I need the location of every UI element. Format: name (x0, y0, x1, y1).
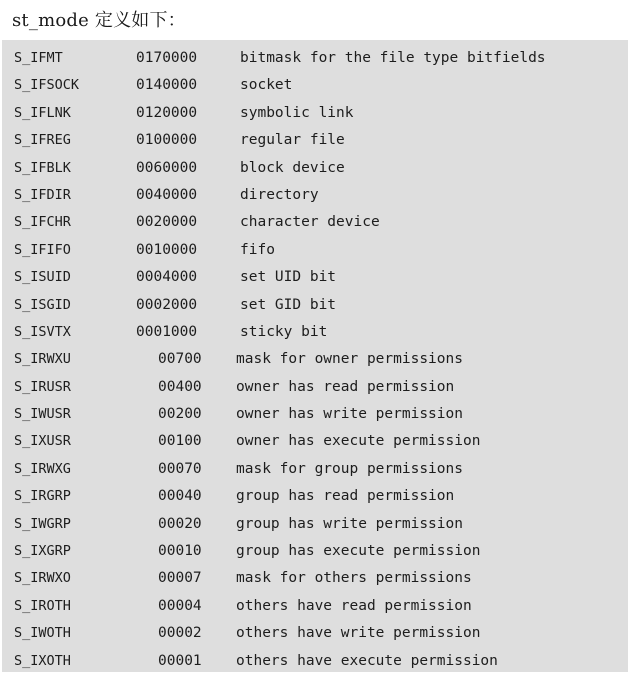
constant-name: S_ISGID (14, 296, 71, 313)
octal-value: 0170000 (136, 50, 198, 66)
constant-name: S_IFBLK (14, 159, 71, 176)
table-row (2, 72, 628, 99)
table-row (2, 620, 628, 647)
octal-value: 0004000 (136, 269, 198, 286)
octal-value: 0020000 (136, 214, 198, 231)
table-row (2, 456, 628, 483)
description: directory (240, 186, 319, 203)
constant-name: S_ISUID (14, 269, 71, 286)
constant-name: S_ISVTX (14, 323, 71, 340)
constant-name: S_IRWXG (14, 460, 71, 477)
table-row (2, 401, 628, 428)
constant-name: S_IRWXO (14, 570, 71, 587)
constant-name: S_IXGRP (14, 543, 71, 560)
constant-name: S_IFMT (14, 50, 63, 66)
table-row (2, 292, 628, 319)
description: mask for owner permissions (236, 351, 463, 368)
description: mask for others permissions (236, 570, 472, 587)
octal-value: 00020 (158, 515, 202, 532)
constant-name: S_IFLNK (14, 104, 71, 121)
table-row (2, 648, 628, 675)
table-row (2, 127, 628, 154)
table-row (2, 428, 628, 455)
table-row (2, 100, 628, 127)
constant-name: S_IXUSR (14, 433, 71, 450)
description: owner has execute permission (236, 433, 481, 450)
constant-name: S_IFDIR (14, 186, 71, 203)
constant-name: S_IRGRP (14, 488, 71, 505)
page-heading: st_mode 定义如下： (12, 10, 186, 31)
octal-value: 0001000 (136, 323, 198, 340)
table-row (2, 593, 628, 620)
constant-name: S_IRWXU (14, 351, 71, 368)
table-row (2, 511, 628, 538)
octal-value: 00100 (158, 433, 202, 450)
constant-name: S_IXOTH (14, 652, 71, 669)
octal-value: 00002 (158, 625, 202, 642)
octal-value: 00007 (158, 570, 202, 587)
octal-value: 0120000 (136, 104, 198, 121)
description: symbolic link (240, 104, 354, 121)
constant-name: S_IWGRP (14, 515, 71, 532)
octal-value: 00040 (158, 488, 202, 505)
constant-name: S_IFCHR (14, 214, 71, 231)
constant-name: S_IWUSR (14, 406, 71, 423)
description: owner has write permission (236, 406, 463, 423)
table-row (2, 209, 628, 236)
description: mask for group permissions (236, 460, 463, 477)
octal-value: 00001 (158, 652, 202, 669)
constant-name: S_IWOTH (14, 625, 71, 642)
octal-value: 00010 (158, 543, 202, 560)
table-row (2, 45, 628, 72)
st-mode-table (2, 40, 628, 672)
table-row (2, 374, 628, 401)
table-row (2, 565, 628, 592)
constant-name: S_IRUSR (14, 378, 71, 395)
description: group has read permission (236, 488, 455, 505)
description: others have read permission (236, 597, 472, 614)
octal-value: 0140000 (136, 77, 198, 94)
description: others have write permission (236, 625, 481, 642)
table-row (2, 155, 628, 182)
octal-value: 00200 (158, 406, 202, 423)
table-row (2, 237, 628, 264)
constant-name: S_IFSOCK (14, 77, 80, 94)
description: group has execute permission (236, 543, 481, 560)
description: socket (240, 77, 293, 94)
octal-value: 0002000 (136, 296, 198, 313)
octal-value: 0010000 (136, 241, 198, 258)
table-row (2, 264, 628, 291)
st-mode-rows (2, 45, 628, 675)
description: regular file (240, 132, 345, 149)
description: set GID bit (240, 296, 337, 313)
description: set UID bit (240, 269, 337, 286)
octal-value: 0100000 (136, 132, 198, 149)
octal-value: 00700 (158, 351, 202, 368)
description: character device (240, 214, 380, 231)
octal-value: 00004 (158, 597, 202, 614)
description: group has write permission (236, 515, 463, 532)
constant-name: S_IFIFO (14, 241, 71, 258)
octal-value: 00070 (158, 460, 202, 477)
octal-value: 0040000 (136, 186, 198, 203)
table-row (2, 483, 628, 510)
constant-name: S_IFREG (14, 132, 71, 149)
table-row (2, 346, 628, 373)
description: block device (240, 159, 345, 176)
description: others have execute permission (236, 652, 498, 669)
description: bitmask for the file type bitfields (240, 50, 546, 66)
description: sticky bit (240, 323, 328, 340)
description: owner has read permission (236, 378, 455, 395)
description: fifo (240, 241, 275, 258)
table-row (2, 182, 628, 209)
octal-value: 00400 (158, 378, 202, 395)
constant-name: S_IROTH (14, 597, 71, 614)
table-row (2, 538, 628, 565)
octal-value: 0060000 (136, 159, 198, 176)
table-row (2, 319, 628, 346)
